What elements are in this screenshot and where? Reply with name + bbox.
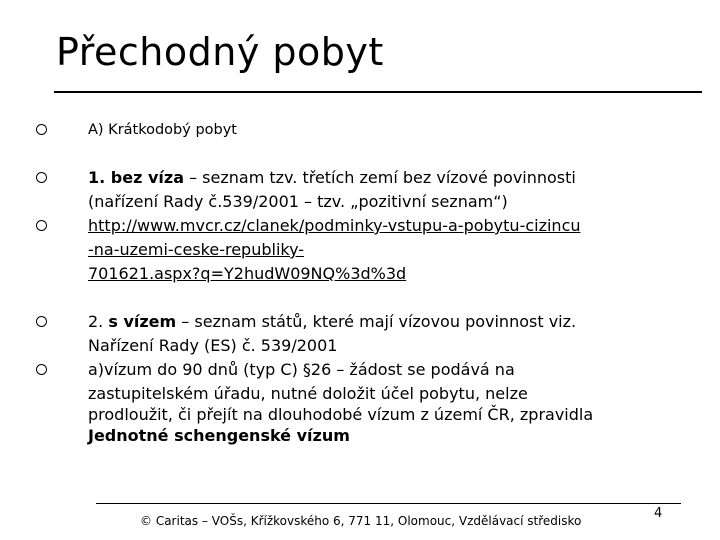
visa-type-c-line-3: prodloužit, či přejít na dlouhodobé vízum z území ČR, zpravidla [88, 405, 594, 424]
without-visa-heading: 1. bez víza [88, 168, 184, 187]
bullet-icon [36, 316, 47, 327]
with-visa-text: – seznam států, které mají vízovou povinnost viz. [176, 312, 577, 331]
mvcr-link-line-2[interactable]: -na-uzemi-ceske-republiky- [88, 240, 305, 259]
bullet-icon [36, 172, 47, 183]
item-short-stay: A) Krátkodobý pobyt [88, 122, 237, 138]
bullet-icon [36, 124, 47, 135]
bullet-icon [36, 364, 47, 375]
with-visa-heading: s vízem [108, 312, 177, 331]
with-visa-number: 2. [88, 312, 109, 331]
slide-title: Přechodný pobyt [56, 30, 384, 74]
with-visa-regulation: Nařízení Rady (ES) č. 539/2001 [88, 336, 338, 355]
schengen-visa-label: Jednotné schengenské vízum [88, 426, 350, 445]
footer-text: © Caritas – VOŠs, Křížkovského 6, 771 11, Olomouc, Vzdělávací středisko [140, 514, 582, 528]
page-number: 4 [654, 506, 663, 521]
title-divider [54, 91, 702, 93]
mvcr-link-line-1[interactable]: http://www.mvcr.cz/clanek/podminky-vstupu-a-pobytu-cizincu [88, 216, 581, 235]
visa-type-c-line-1: a)vízum do 90 dnů (typ C) §26 – žádost se podává na [88, 360, 515, 379]
without-visa-text: – seznam tzv. třetích zemí bez vízové povinnosti [184, 168, 576, 187]
visa-type-c-line-2: zastupitelském úřadu, nutné doložit účel pobytu, nelze [88, 384, 528, 403]
mvcr-link-line-3[interactable]: 701621.aspx?q=Y2hudW09NQ%3d%3d [88, 264, 407, 283]
footer-divider [96, 503, 681, 504]
item-without-visa [88, 166, 576, 190]
bullet-icon [36, 220, 47, 231]
without-visa-note: (nařízení Rady č.539/2001 – tzv. „pozitivní seznam“) [88, 192, 508, 211]
item-with-visa [88, 310, 576, 334]
